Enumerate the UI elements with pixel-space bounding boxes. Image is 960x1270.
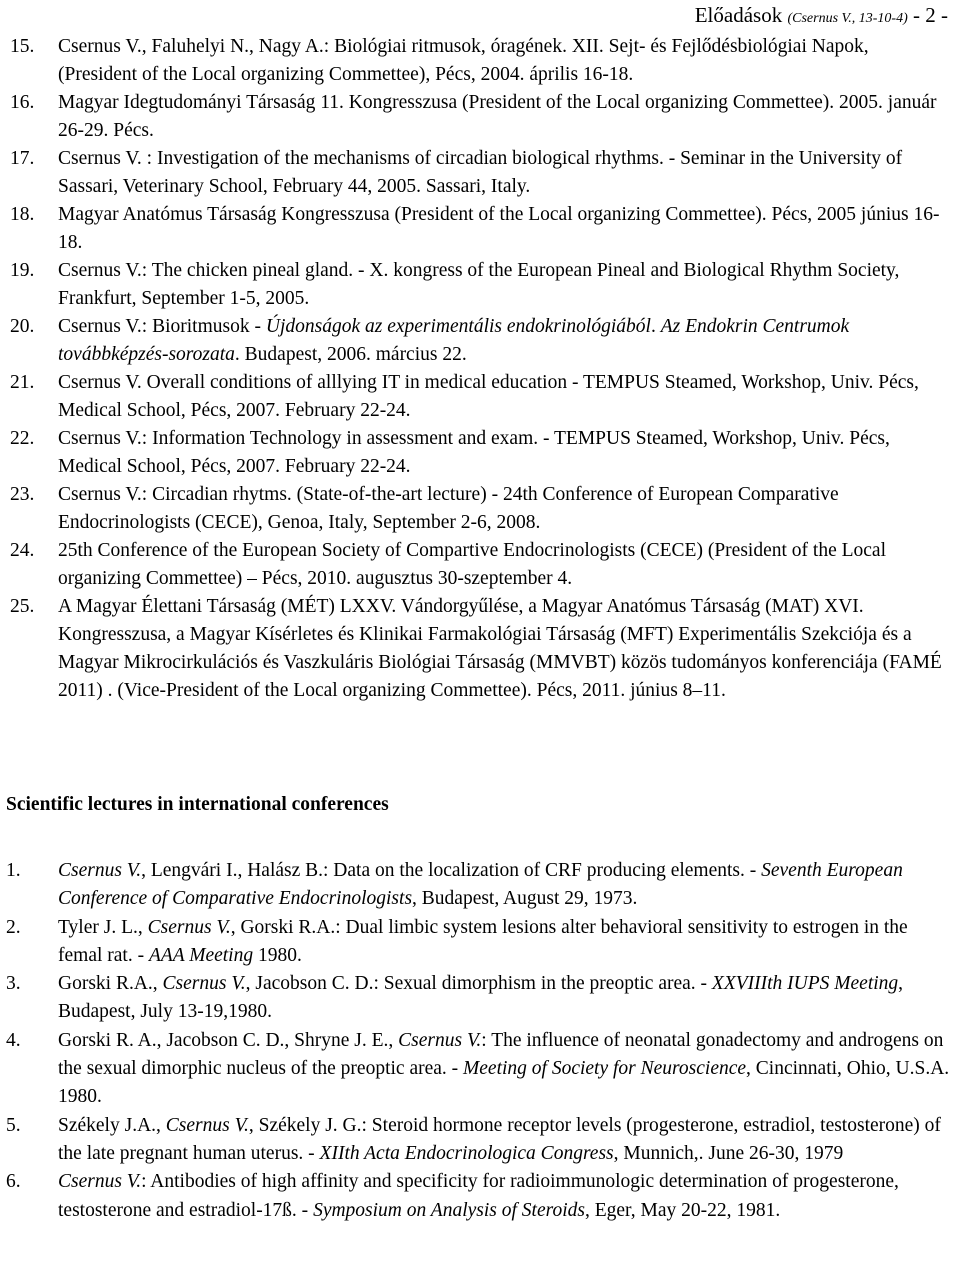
list-item — [10, 89, 952, 145]
item-text: A Magyar Élettani Társaság (MÉT) LXXV. Vándorgyűlése, a Magyar Anatómus Társaság (MAT) XVI. Kongresszusa, a Magyar Kísérletes és Klinikai Farmakológiai Társaság (MFT) Experimentális Szekciója és a Magyar Mikrocirkulációs és Vaszkuláris Biológiai Társaság (MMVBT) közös tudományos konferenciája (FAMÉ 2011) . (Vice-President of the Local organizing Commettee). Pécs, 2011. június 8–11. — [58, 596, 942, 701]
italic-text: XXVIIIth IUPS Meeting — [711, 973, 899, 995]
italic-text: Symposium on Analysis of Steroids — [313, 1199, 585, 1221]
page-number: - 2 - — [913, 3, 948, 27]
section-heading: Scientific lectures in international conferences — [6, 794, 389, 815]
item-number: 5. — [6, 1114, 21, 1136]
item-number: 25. — [10, 596, 35, 617]
item-text: 1980. — [253, 944, 302, 966]
item-text: Csernus V.: Bioritmusok - — [58, 316, 266, 337]
item-number: 15. — [10, 36, 35, 57]
italic-text: Seventh European Conference of Comparative Endocrinologists — [58, 860, 903, 910]
italic-text: Az Endokrin Centrumok továbbképzés-sorozata — [58, 316, 850, 365]
list-item — [10, 425, 952, 481]
item-text: , Jacobson C. D.: Sexual dimorphism in the preoptic area. - — [245, 973, 712, 995]
item-text: , Gorski R.A.: Dual limbic system lesions alter behavioral sensitivity to estrogen in the femal rat. - — [58, 916, 908, 966]
item-text: Csernus V.: The chicken pineal gland. - X. kongress of the European Pineal and Biological Rhythm Society, Frankfurt, September 1-5, 2005. — [58, 260, 900, 309]
item-number: 20. — [10, 316, 35, 337]
italic-text: Csernus V. — [165, 1114, 249, 1136]
item-text: Magyar Idegtudományi Társaság 11. Kongresszusa (President of the Local organizing Commettee). 2005. január 26-29. Pécs. — [58, 92, 937, 141]
italic-text: Újdonságok az experimentális endokrinológiából — [265, 316, 651, 337]
list-item — [6, 1027, 952, 1112]
lectures-list — [6, 857, 952, 1225]
item-text: Gorski R. A., Jacobson C. D., Shryne J. E., — [58, 1029, 399, 1051]
item-number: 19. — [10, 260, 35, 281]
item-text: , Budapest, July 13-19,1980. — [58, 973, 904, 1023]
list-item — [6, 914, 952, 971]
list-item — [10, 593, 952, 705]
italic-text: Meeting of Society for Neuroscience — [463, 1058, 747, 1080]
italic-text: XIIth Acta Endocrinologica Congress — [319, 1142, 614, 1164]
presentations-list — [10, 33, 952, 705]
header-title: Előadások — [694, 3, 783, 27]
item-text: , Budapest, August 29, 1973. — [412, 888, 638, 910]
italic-text: Csernus V. — [162, 973, 246, 995]
list-item — [10, 313, 952, 369]
page-header — [695, 3, 948, 28]
item-text: . Budapest, 2006. március 22. — [234, 344, 467, 365]
item-number: 24. — [10, 540, 35, 561]
header-note: (Csernus V., 13-10-4) — [787, 11, 908, 26]
item-text: Székely J.A., — [58, 1114, 166, 1136]
item-text: , Székely J. G.: Steroid hormone receptor levels (progesterone, estradiol, testosterone) of the late pregnant human uterus. - — [58, 1114, 941, 1164]
item-number: 6. — [6, 1171, 21, 1193]
item-text: , Munnich,. June 26-30, 1979 — [613, 1142, 844, 1164]
italic-text: Csernus V. — [147, 916, 231, 938]
list-item — [6, 857, 952, 914]
item-number: 22. — [10, 428, 35, 449]
item-text: Csernus V. Overall conditions of alllying IT in medical education - TEMPUS Steamed, Workshop, Univ. Pécs, Medical School, Pécs, 2007. February 22-24. — [58, 372, 919, 421]
item-number: 2. — [6, 916, 21, 938]
list-item — [6, 1112, 952, 1169]
italic-text: Csernus V. — [58, 860, 142, 881]
item-number: 21. — [10, 372, 35, 393]
item-text: 25th Conference of the European Society of Compartive Endocrinologists (CECE) (President of the Local organizing Commettee) – Pécs, 2010. augusztus 30-szeptember 4. — [58, 540, 886, 589]
list-item — [10, 257, 952, 313]
item-text: Csernus V. : Investigation of the mechanisms of circadian biological rhythms. - Seminar in the University of Sassari, Veterinary School, February 44, 2005. Sassari, Italy. — [58, 148, 903, 197]
italic-text: Csernus V. — [398, 1029, 482, 1051]
item-text: Tyler J. L., — [58, 916, 148, 938]
item-text: Csernus V.: Circadian rhytms. (State-of-the-art lecture) - 24th Conference of European Comparative Endocrinologists (CECE), Genoa, Italy, September 2-6, 2008. — [58, 484, 839, 533]
item-text: : Antibodies of high affinity and specificity for radioimmunologic determination of progesterone, testosterone and estradiol-17ß. - — [58, 1171, 899, 1221]
list-item — [10, 201, 952, 257]
item-number: 16. — [10, 92, 35, 113]
item-number: 23. — [10, 484, 35, 505]
item-text: Csernus V., Faluhelyi N., Nagy A.: Biológiai ritmusok, óragének. XII. Sejt- és Fejlődésbiológiai Napok, (President of the Local organizing Commettee), Pécs, 2004. április 16-18. — [58, 36, 869, 85]
list-item — [10, 369, 952, 425]
list-item — [10, 145, 952, 201]
item-number: 18. — [10, 204, 35, 225]
list-item — [10, 537, 952, 593]
item-number: 3. — [6, 973, 21, 995]
item-number: 17. — [10, 148, 35, 169]
list-item — [6, 1168, 952, 1225]
list-item — [10, 33, 952, 89]
item-text: . — [650, 316, 661, 337]
item-text: , Lengvári I., Halász B.: Data on the localization of CRF producing elements. - — [141, 860, 762, 881]
item-text: Csernus V.: Information Technology in assessment and exam. - TEMPUS Steamed, Workshop, Univ. Pécs, Medical School, Pécs, 2007. February 22-24. — [58, 428, 890, 477]
item-text: Gorski R.A., — [58, 973, 163, 995]
item-text: : The influence of neonatal gonadectomy and androgens on the sexual dimorphic nucleus of the preoptic area. - — [58, 1029, 944, 1080]
italic-text: AAA Meeting — [148, 944, 254, 966]
item-number: 4. — [6, 1029, 21, 1051]
item-text: , Cincinnati, Ohio, U.S.A. 1980. — [58, 1058, 950, 1108]
item-text: , Eger, May 20-22, 1981. — [584, 1199, 781, 1221]
list-item — [6, 970, 952, 1027]
item-number: 1. — [6, 860, 21, 881]
italic-text: Csernus V. — [58, 1171, 142, 1193]
item-text: Magyar Anatómus Társaság Kongresszusa (President of the Local organizing Commettee). Pécs, 2005 június 16-18. — [58, 204, 940, 253]
list-item — [10, 481, 952, 537]
